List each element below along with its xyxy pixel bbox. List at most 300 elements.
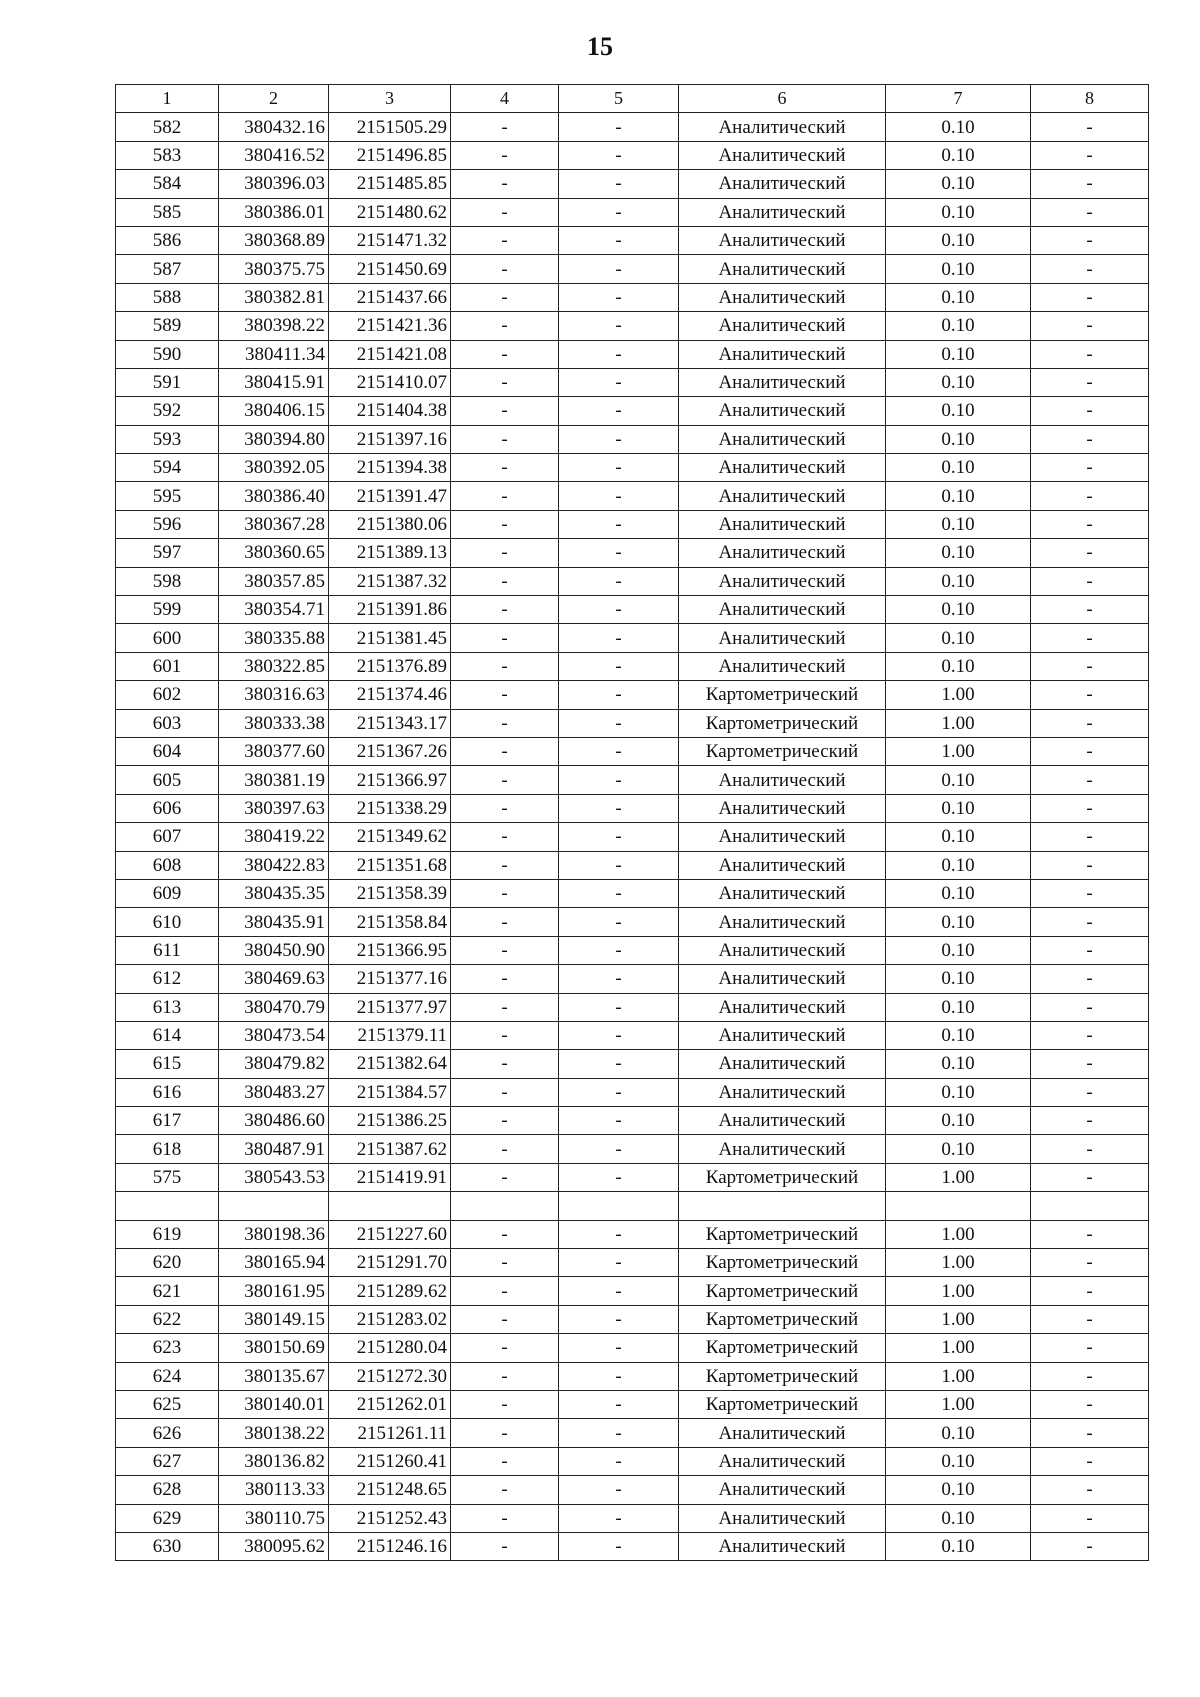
point-number-cell: 615 (116, 1050, 219, 1078)
column-8-cell: - (1031, 794, 1149, 822)
y-coordinate-cell: 2151421.08 (329, 340, 451, 368)
column-4-cell: - (451, 1362, 559, 1390)
point-number-cell: 628 (116, 1476, 219, 1504)
point-number-cell: 610 (116, 908, 219, 936)
column-5-cell: - (559, 1249, 679, 1277)
column-4-cell: - (451, 908, 559, 936)
column-4-cell: - (451, 198, 559, 226)
method-cell: Аналитический (679, 255, 886, 283)
x-coordinate-cell: 380396.03 (219, 170, 329, 198)
accuracy-cell: 0.10 (886, 624, 1031, 652)
column-8-cell: - (1031, 1419, 1149, 1447)
column-8-cell: - (1031, 198, 1149, 226)
column-4-cell: - (451, 1078, 559, 1106)
column-5-cell: - (559, 1277, 679, 1305)
column-4-cell: - (451, 766, 559, 794)
column-header: 2 (219, 85, 329, 113)
point-number-cell: 589 (116, 312, 219, 340)
y-coordinate-cell: 2151421.36 (329, 312, 451, 340)
y-coordinate-cell: 2151338.29 (329, 794, 451, 822)
x-coordinate-cell: 380487.91 (219, 1135, 329, 1163)
column-5-cell: - (559, 1135, 679, 1163)
x-coordinate-cell: 380473.54 (219, 1021, 329, 1049)
method-cell: Аналитический (679, 312, 886, 340)
method-cell: Аналитический (679, 539, 886, 567)
column-header: 8 (1031, 85, 1149, 113)
method-cell: Картометрический (679, 1390, 886, 1418)
column-8-cell: - (1031, 482, 1149, 510)
column-5-cell: - (559, 198, 679, 226)
column-8-cell: - (1031, 965, 1149, 993)
method-cell: Аналитический (679, 1504, 886, 1532)
column-4-cell: - (451, 1334, 559, 1362)
point-number-cell: 592 (116, 397, 219, 425)
x-coordinate-cell: 380406.15 (219, 397, 329, 425)
column-8-cell: - (1031, 823, 1149, 851)
point-number-cell: 583 (116, 141, 219, 169)
x-coordinate-cell: 380432.16 (219, 113, 329, 141)
column-8-cell: - (1031, 1249, 1149, 1277)
table-row (116, 567, 1149, 595)
accuracy-cell: 0.10 (886, 823, 1031, 851)
x-coordinate-cell: 380113.33 (219, 1476, 329, 1504)
x-coordinate-cell: 380397.63 (219, 794, 329, 822)
column-8-cell: - (1031, 737, 1149, 765)
y-coordinate-cell: 2151387.32 (329, 567, 451, 595)
x-coordinate-cell: 380165.94 (219, 1249, 329, 1277)
column-8-cell: - (1031, 766, 1149, 794)
accuracy-cell: 1.00 (886, 1390, 1031, 1418)
accuracy-cell: 0.10 (886, 1078, 1031, 1106)
column-4-cell: - (451, 965, 559, 993)
method-cell: Картометрический (679, 1277, 886, 1305)
column-5-cell: - (559, 737, 679, 765)
column-4-cell: - (451, 510, 559, 538)
table-row (116, 936, 1149, 964)
y-coordinate-cell: 2151343.17 (329, 709, 451, 737)
column-8-cell: - (1031, 1532, 1149, 1560)
column-4-cell: - (451, 709, 559, 737)
point-number-cell: 590 (116, 340, 219, 368)
table-row (116, 1163, 1149, 1191)
point-number-cell: 614 (116, 1021, 219, 1049)
column-4-cell: - (451, 1532, 559, 1560)
point-number-cell: 603 (116, 709, 219, 737)
accuracy-cell: 0.10 (886, 908, 1031, 936)
x-coordinate-cell: 380386.01 (219, 198, 329, 226)
y-coordinate-cell: 2151382.64 (329, 1050, 451, 1078)
point-number-cell: 602 (116, 681, 219, 709)
column-5-cell: - (559, 1163, 679, 1191)
method-cell: Аналитический (679, 936, 886, 964)
column-5-cell: - (559, 1362, 679, 1390)
column-8-cell: - (1031, 1050, 1149, 1078)
table-row (116, 965, 1149, 993)
table-row (116, 539, 1149, 567)
column-4-cell: - (451, 737, 559, 765)
x-coordinate-cell: 380135.67 (219, 1362, 329, 1390)
table-row (116, 1390, 1149, 1418)
column-8-cell: - (1031, 1078, 1149, 1106)
column-8-cell: - (1031, 226, 1149, 254)
column-4-cell: - (451, 170, 559, 198)
column-5-cell: - (559, 851, 679, 879)
point-number-cell: 619 (116, 1220, 219, 1248)
point-number-cell: 621 (116, 1277, 219, 1305)
column-4-cell: - (451, 993, 559, 1021)
column-5-cell: - (559, 709, 679, 737)
accuracy-cell: 0.10 (886, 425, 1031, 453)
column-4-cell: - (451, 340, 559, 368)
column-4-cell: - (451, 312, 559, 340)
method-cell: Аналитический (679, 794, 886, 822)
table-row (116, 596, 1149, 624)
column-4-cell: - (451, 851, 559, 879)
accuracy-cell (886, 1192, 1031, 1220)
method-cell: Аналитический (679, 1107, 886, 1135)
table-row (116, 1334, 1149, 1362)
column-8-cell: - (1031, 1163, 1149, 1191)
column-5-cell: - (559, 255, 679, 283)
point-number-cell: 612 (116, 965, 219, 993)
y-coordinate-cell: 2151381.45 (329, 624, 451, 652)
column-5-cell: - (559, 624, 679, 652)
point-number-cell: 618 (116, 1135, 219, 1163)
column-4-cell: - (451, 1305, 559, 1333)
method-cell: Аналитический (679, 482, 886, 510)
column-8-cell: - (1031, 624, 1149, 652)
column-5-cell (559, 1192, 679, 1220)
method-cell: Аналитический (679, 1419, 886, 1447)
page-number: 15 (587, 32, 613, 61)
point-number-cell: 596 (116, 510, 219, 538)
column-5-cell: - (559, 454, 679, 482)
y-coordinate-cell (329, 1192, 451, 1220)
method-cell: Картометрический (679, 1362, 886, 1390)
x-coordinate-cell: 380450.90 (219, 936, 329, 964)
method-cell: Аналитический (679, 1078, 886, 1106)
method-cell: Аналитический (679, 425, 886, 453)
method-cell: Картометрический (679, 1249, 886, 1277)
x-coordinate-cell: 380367.28 (219, 510, 329, 538)
accuracy-cell: 1.00 (886, 1220, 1031, 1248)
column-8-cell: - (1031, 312, 1149, 340)
x-coordinate-cell: 380360.65 (219, 539, 329, 567)
column-8-cell: - (1031, 510, 1149, 538)
table-row (116, 141, 1149, 169)
accuracy-cell: 0.10 (886, 596, 1031, 624)
method-cell: Аналитический (679, 1021, 886, 1049)
column-4-cell: - (451, 936, 559, 964)
table-row (116, 1021, 1149, 1049)
table-row (116, 1078, 1149, 1106)
column-5-cell: - (559, 1447, 679, 1475)
column-5-cell: - (559, 766, 679, 794)
column-4-cell: - (451, 539, 559, 567)
column-8-cell: - (1031, 397, 1149, 425)
column-8-cell: - (1031, 1390, 1149, 1418)
y-coordinate-cell: 2151485.85 (329, 170, 451, 198)
column-8-cell: - (1031, 596, 1149, 624)
x-coordinate-cell: 380422.83 (219, 851, 329, 879)
method-cell (679, 1192, 886, 1220)
column-8-cell: - (1031, 1476, 1149, 1504)
table-row (116, 283, 1149, 311)
accuracy-cell: 0.10 (886, 482, 1031, 510)
x-coordinate-cell: 380136.82 (219, 1447, 329, 1475)
column-5-cell: - (559, 823, 679, 851)
x-coordinate-cell: 380435.91 (219, 908, 329, 936)
point-number-cell: 600 (116, 624, 219, 652)
column-5-cell: - (559, 652, 679, 680)
column-5-cell: - (559, 1050, 679, 1078)
accuracy-cell: 0.10 (886, 1107, 1031, 1135)
column-8-cell: - (1031, 681, 1149, 709)
column-8-cell: - (1031, 340, 1149, 368)
column-8-cell: - (1031, 255, 1149, 283)
accuracy-cell: 0.10 (886, 170, 1031, 198)
y-coordinate-cell: 2151358.39 (329, 879, 451, 907)
table-row (116, 226, 1149, 254)
column-8-cell: - (1031, 283, 1149, 311)
column-5-cell: - (559, 340, 679, 368)
column-4-cell: - (451, 1021, 559, 1049)
method-cell: Аналитический (679, 1447, 886, 1475)
y-coordinate-cell: 2151248.65 (329, 1476, 451, 1504)
column-4-cell: - (451, 226, 559, 254)
method-cell: Аналитический (679, 141, 886, 169)
accuracy-cell: 1.00 (886, 1362, 1031, 1390)
column-5-cell: - (559, 936, 679, 964)
table-row (116, 397, 1149, 425)
column-5-cell: - (559, 226, 679, 254)
table-row (116, 766, 1149, 794)
column-4-cell: - (451, 1050, 559, 1078)
accuracy-cell: 1.00 (886, 1277, 1031, 1305)
table-row (116, 1135, 1149, 1163)
y-coordinate-cell: 2151289.62 (329, 1277, 451, 1305)
column-4-cell: - (451, 1504, 559, 1532)
method-cell: Картометрический (679, 1305, 886, 1333)
column-8-cell: - (1031, 908, 1149, 936)
table-row (116, 1305, 1149, 1333)
column-4-cell: - (451, 567, 559, 595)
accuracy-cell: 0.10 (886, 113, 1031, 141)
y-coordinate-cell: 2151376.89 (329, 652, 451, 680)
table-row (116, 1532, 1149, 1560)
point-number-cell: 623 (116, 1334, 219, 1362)
column-8-cell: - (1031, 1447, 1149, 1475)
table-row (116, 1192, 1149, 1220)
accuracy-cell: 0.10 (886, 1050, 1031, 1078)
table-row (116, 823, 1149, 851)
x-coordinate-cell: 380095.62 (219, 1532, 329, 1560)
method-cell: Аналитический (679, 908, 886, 936)
column-8-cell: - (1031, 113, 1149, 141)
table-row (116, 425, 1149, 453)
x-coordinate-cell: 380486.60 (219, 1107, 329, 1135)
method-cell: Аналитический (679, 652, 886, 680)
point-number-cell: 585 (116, 198, 219, 226)
column-8-cell: - (1031, 851, 1149, 879)
column-4-cell: - (451, 652, 559, 680)
point-number-cell: 613 (116, 993, 219, 1021)
y-coordinate-cell: 2151252.43 (329, 1504, 451, 1532)
accuracy-cell: 0.10 (886, 1021, 1031, 1049)
x-coordinate-cell: 380138.22 (219, 1419, 329, 1447)
x-coordinate-cell: 380335.88 (219, 624, 329, 652)
column-4-cell: - (451, 1163, 559, 1191)
table-row (116, 482, 1149, 510)
y-coordinate-cell: 2151389.13 (329, 539, 451, 567)
accuracy-cell: 0.10 (886, 510, 1031, 538)
y-coordinate-cell: 2151419.91 (329, 1163, 451, 1191)
accuracy-cell: 1.00 (886, 709, 1031, 737)
accuracy-cell: 0.10 (886, 397, 1031, 425)
x-coordinate-cell: 380368.89 (219, 226, 329, 254)
method-cell: Аналитический (679, 567, 886, 595)
x-coordinate-cell: 380375.75 (219, 255, 329, 283)
y-coordinate-cell: 2151280.04 (329, 1334, 451, 1362)
point-number-cell: 599 (116, 596, 219, 624)
accuracy-cell: 0.10 (886, 879, 1031, 907)
column-4-cell: - (451, 794, 559, 822)
accuracy-cell: 0.10 (886, 198, 1031, 226)
y-coordinate-cell: 2151377.97 (329, 993, 451, 1021)
point-number-cell: 601 (116, 652, 219, 680)
column-4-cell: - (451, 368, 559, 396)
column-8-cell: - (1031, 170, 1149, 198)
method-cell: Аналитический (679, 397, 886, 425)
point-number-cell: 597 (116, 539, 219, 567)
column-8-cell: - (1031, 1504, 1149, 1532)
column-header: 3 (329, 85, 451, 113)
method-cell: Картометрический (679, 709, 886, 737)
column-4-cell: - (451, 482, 559, 510)
column-5-cell: - (559, 283, 679, 311)
method-cell: Аналитический (679, 454, 886, 482)
x-coordinate-cell: 380398.22 (219, 312, 329, 340)
accuracy-cell: 1.00 (886, 1249, 1031, 1277)
point-number-cell: 616 (116, 1078, 219, 1106)
column-8-cell: - (1031, 1362, 1149, 1390)
column-header: 7 (886, 85, 1031, 113)
point-number-cell: 605 (116, 766, 219, 794)
point-number-cell: 588 (116, 283, 219, 311)
accuracy-cell: 0.10 (886, 454, 1031, 482)
column-5-cell: - (559, 681, 679, 709)
column-5-cell: - (559, 170, 679, 198)
table-row (116, 1447, 1149, 1475)
y-coordinate-cell: 2151505.29 (329, 113, 451, 141)
table-row (116, 1419, 1149, 1447)
x-coordinate-cell: 380386.40 (219, 482, 329, 510)
x-coordinate-cell: 380316.63 (219, 681, 329, 709)
y-coordinate-cell: 2151272.30 (329, 1362, 451, 1390)
x-coordinate-cell: 380411.34 (219, 340, 329, 368)
column-4-cell: - (451, 454, 559, 482)
point-number-cell: 625 (116, 1390, 219, 1418)
y-coordinate-cell: 2151391.86 (329, 596, 451, 624)
method-cell: Аналитический (679, 226, 886, 254)
y-coordinate-cell: 2151358.84 (329, 908, 451, 936)
column-8-cell: - (1031, 141, 1149, 169)
x-coordinate-cell: 380469.63 (219, 965, 329, 993)
y-coordinate-cell: 2151394.38 (329, 454, 451, 482)
x-coordinate-cell: 380140.01 (219, 1390, 329, 1418)
column-4-cell: - (451, 1107, 559, 1135)
accuracy-cell: 0.10 (886, 567, 1031, 595)
table-row (116, 198, 1149, 226)
column-5-cell: - (559, 539, 679, 567)
method-cell: Аналитический (679, 170, 886, 198)
point-number-cell: 630 (116, 1532, 219, 1560)
x-coordinate-cell: 380110.75 (219, 1504, 329, 1532)
accuracy-cell: 0.10 (886, 1532, 1031, 1560)
table-body (116, 113, 1149, 1561)
x-coordinate-cell: 380322.85 (219, 652, 329, 680)
method-cell: Аналитический (679, 965, 886, 993)
column-8-cell: - (1031, 567, 1149, 595)
column-8-cell: - (1031, 1334, 1149, 1362)
column-8-cell: - (1031, 1220, 1149, 1248)
point-number-cell: 575 (116, 1163, 219, 1191)
method-cell: Аналитический (679, 596, 886, 624)
accuracy-cell: 1.00 (886, 737, 1031, 765)
table-row (116, 113, 1149, 141)
y-coordinate-cell: 2151391.47 (329, 482, 451, 510)
method-cell: Аналитический (679, 340, 886, 368)
table-header-row (116, 85, 1149, 113)
accuracy-cell: 0.10 (886, 1504, 1031, 1532)
x-coordinate-cell: 380470.79 (219, 993, 329, 1021)
y-coordinate-cell: 2151261.11 (329, 1419, 451, 1447)
column-5-cell: - (559, 1220, 679, 1248)
column-5-cell: - (559, 1107, 679, 1135)
column-5-cell: - (559, 1334, 679, 1362)
y-coordinate-cell: 2151480.62 (329, 198, 451, 226)
column-5-cell: - (559, 113, 679, 141)
column-8-cell: - (1031, 1277, 1149, 1305)
point-number-cell: 606 (116, 794, 219, 822)
y-coordinate-cell: 2151349.62 (329, 823, 451, 851)
y-coordinate-cell: 2151374.46 (329, 681, 451, 709)
point-number-cell: 611 (116, 936, 219, 964)
column-4-cell: - (451, 1135, 559, 1163)
accuracy-cell: 0.10 (886, 1419, 1031, 1447)
method-cell: Аналитический (679, 823, 886, 851)
column-4-cell: - (451, 596, 559, 624)
column-8-cell: - (1031, 539, 1149, 567)
method-cell: Аналитический (679, 368, 886, 396)
accuracy-cell: 0.10 (886, 936, 1031, 964)
table-row (116, 368, 1149, 396)
accuracy-cell: 0.10 (886, 312, 1031, 340)
method-cell: Картометрический (679, 681, 886, 709)
y-coordinate-cell: 2151380.06 (329, 510, 451, 538)
accuracy-cell: 0.10 (886, 794, 1031, 822)
x-coordinate-cell: 380394.80 (219, 425, 329, 453)
y-coordinate-cell: 2151471.32 (329, 226, 451, 254)
column-4-cell: - (451, 879, 559, 907)
y-coordinate-cell: 2151366.97 (329, 766, 451, 794)
column-8-cell: - (1031, 879, 1149, 907)
column-4-cell (451, 1192, 559, 1220)
x-coordinate-cell: 380419.22 (219, 823, 329, 851)
method-cell: Аналитический (679, 283, 886, 311)
x-coordinate-cell: 380150.69 (219, 1334, 329, 1362)
point-number-cell: 622 (116, 1305, 219, 1333)
